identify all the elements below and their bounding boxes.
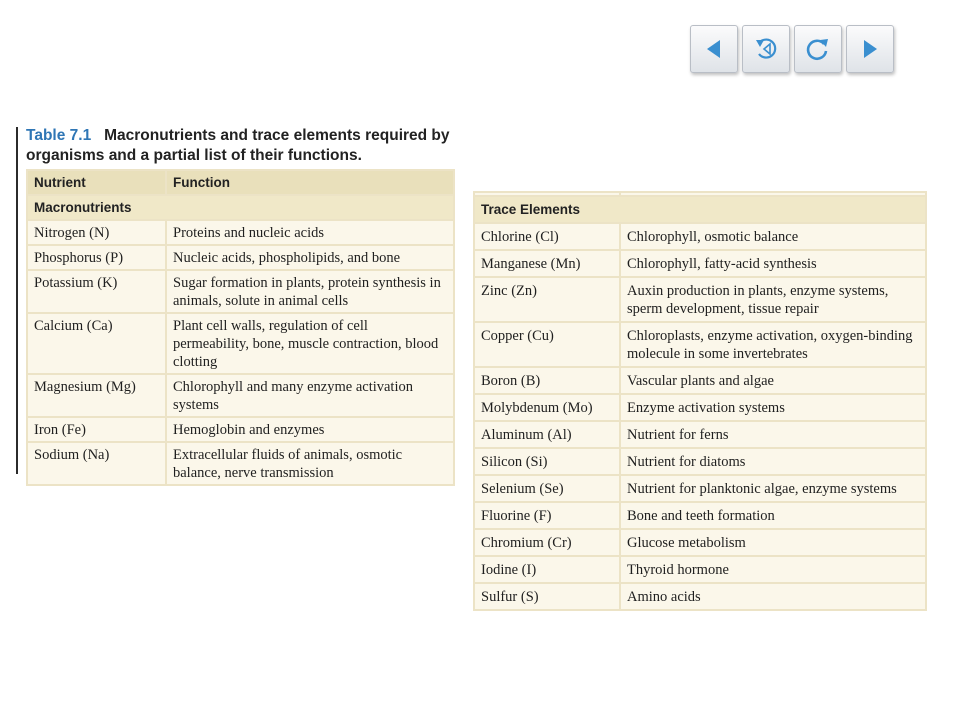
function-cell: Nutrient for diatoms bbox=[620, 448, 926, 475]
section-row bbox=[27, 195, 454, 220]
function-cell: Hemoglobin and enzymes bbox=[166, 417, 454, 442]
macronutrients-table bbox=[26, 169, 455, 486]
table-row bbox=[474, 322, 926, 367]
nutrient-cell: Aluminum (Al) bbox=[474, 421, 620, 448]
table-row bbox=[474, 250, 926, 277]
section-row bbox=[474, 196, 926, 223]
nutrient-cell: Boron (B) bbox=[474, 367, 620, 394]
table-row bbox=[27, 245, 454, 270]
prev-button[interactable] bbox=[690, 25, 738, 73]
nutrient-cell: Manganese (Mn) bbox=[474, 250, 620, 277]
nutrient-cell: Phosphorus (P) bbox=[27, 245, 166, 270]
table-row bbox=[474, 475, 926, 502]
table-row bbox=[474, 529, 926, 556]
section-macronutrients: Macronutrients bbox=[27, 195, 454, 220]
table-row bbox=[27, 374, 454, 417]
col-function: Function bbox=[166, 170, 454, 195]
function-cell: Plant cell walls, regulation of cell permeability, bone, muscle contraction, blood clotting bbox=[166, 313, 454, 374]
triangle-right-icon bbox=[858, 37, 882, 61]
nutrient-cell: Calcium (Ca) bbox=[27, 313, 166, 374]
nutrient-cell: Molybdenum (Mo) bbox=[474, 394, 620, 421]
function-cell: Nutrient for planktonic algae, enzyme systems bbox=[620, 475, 926, 502]
table-row bbox=[27, 417, 454, 442]
nutrient-cell: Copper (Cu) bbox=[474, 322, 620, 367]
nutrient-cell: Potassium (K) bbox=[27, 270, 166, 313]
section-trace-elements: Trace Elements bbox=[474, 196, 926, 223]
table-row bbox=[27, 270, 454, 313]
function-cell: Thyroid hormone bbox=[620, 556, 926, 583]
function-cell: Vascular plants and algae bbox=[620, 367, 926, 394]
nutrient-cell: Iron (Fe) bbox=[27, 417, 166, 442]
table-row bbox=[474, 421, 926, 448]
function-cell: Amino acids bbox=[620, 583, 926, 610]
return-circle-icon bbox=[751, 34, 781, 64]
col-nutrient: Nutrient bbox=[27, 170, 166, 195]
nutrient-cell: Chlorine (Cl) bbox=[474, 223, 620, 250]
table-number: Table 7.1 bbox=[26, 127, 92, 144]
triangle-left-icon bbox=[702, 37, 726, 61]
function-cell: Bone and teeth formation bbox=[620, 502, 926, 529]
table-row bbox=[474, 583, 926, 610]
table-row bbox=[474, 448, 926, 475]
function-cell: Glucose metabolism bbox=[620, 529, 926, 556]
table-row bbox=[474, 394, 926, 421]
nutrient-cell: Selenium (Se) bbox=[474, 475, 620, 502]
function-cell: Nucleic acids, phospholipids, and bone bbox=[166, 245, 454, 270]
table-row bbox=[27, 313, 454, 374]
table-row bbox=[474, 367, 926, 394]
nutrient-cell: Chromium (Cr) bbox=[474, 529, 620, 556]
table-row bbox=[27, 220, 454, 245]
reload-arrow-icon bbox=[803, 34, 833, 64]
nutrient-cell: Zinc (Zn) bbox=[474, 277, 620, 322]
function-cell: Chlorophyll, fatty-acid synthesis bbox=[620, 250, 926, 277]
table-row bbox=[474, 502, 926, 529]
return-button[interactable] bbox=[742, 25, 790, 73]
nav-bar bbox=[690, 25, 894, 73]
trace-elements-table bbox=[473, 191, 927, 611]
nutrient-cell: Silicon (Si) bbox=[474, 448, 620, 475]
table-row bbox=[474, 556, 926, 583]
function-cell: Extracellular fluids of animals, osmotic balance, nerve transmission bbox=[166, 442, 454, 485]
table-row bbox=[474, 277, 926, 322]
function-cell: Chloroplasts, enzyme activation, oxygen-binding molecule in some invertebrates bbox=[620, 322, 926, 367]
nutrient-cell: Iodine (I) bbox=[474, 556, 620, 583]
reload-button[interactable] bbox=[794, 25, 842, 73]
function-cell: Sugar formation in plants, protein synthesis in animals, solute in animal cells bbox=[166, 270, 454, 313]
table-title bbox=[26, 126, 461, 166]
nutrient-cell: Sodium (Na) bbox=[27, 442, 166, 485]
function-cell: Auxin production in plants, enzyme systems, sperm development, tissue repair bbox=[620, 277, 926, 322]
nutrient-cell: Nitrogen (N) bbox=[27, 220, 166, 245]
header-row bbox=[27, 170, 454, 195]
left-rule bbox=[16, 127, 18, 474]
function-cell: Enzyme activation systems bbox=[620, 394, 926, 421]
table-row bbox=[27, 442, 454, 485]
function-cell: Nutrient for ferns bbox=[620, 421, 926, 448]
nutrient-cell: Magnesium (Mg) bbox=[27, 374, 166, 417]
nutrient-cell: Fluorine (F) bbox=[474, 502, 620, 529]
function-cell: Chlorophyll and many enzyme activation systems bbox=[166, 374, 454, 417]
function-cell: Proteins and nucleic acids bbox=[166, 220, 454, 245]
next-button[interactable] bbox=[846, 25, 894, 73]
function-cell: Chlorophyll, osmotic balance bbox=[620, 223, 926, 250]
table-caption: Macronutrients and trace elements required by organisms and a partial list of their functions. bbox=[26, 127, 450, 164]
table-row bbox=[474, 223, 926, 250]
nutrient-cell: Sulfur (S) bbox=[474, 583, 620, 610]
